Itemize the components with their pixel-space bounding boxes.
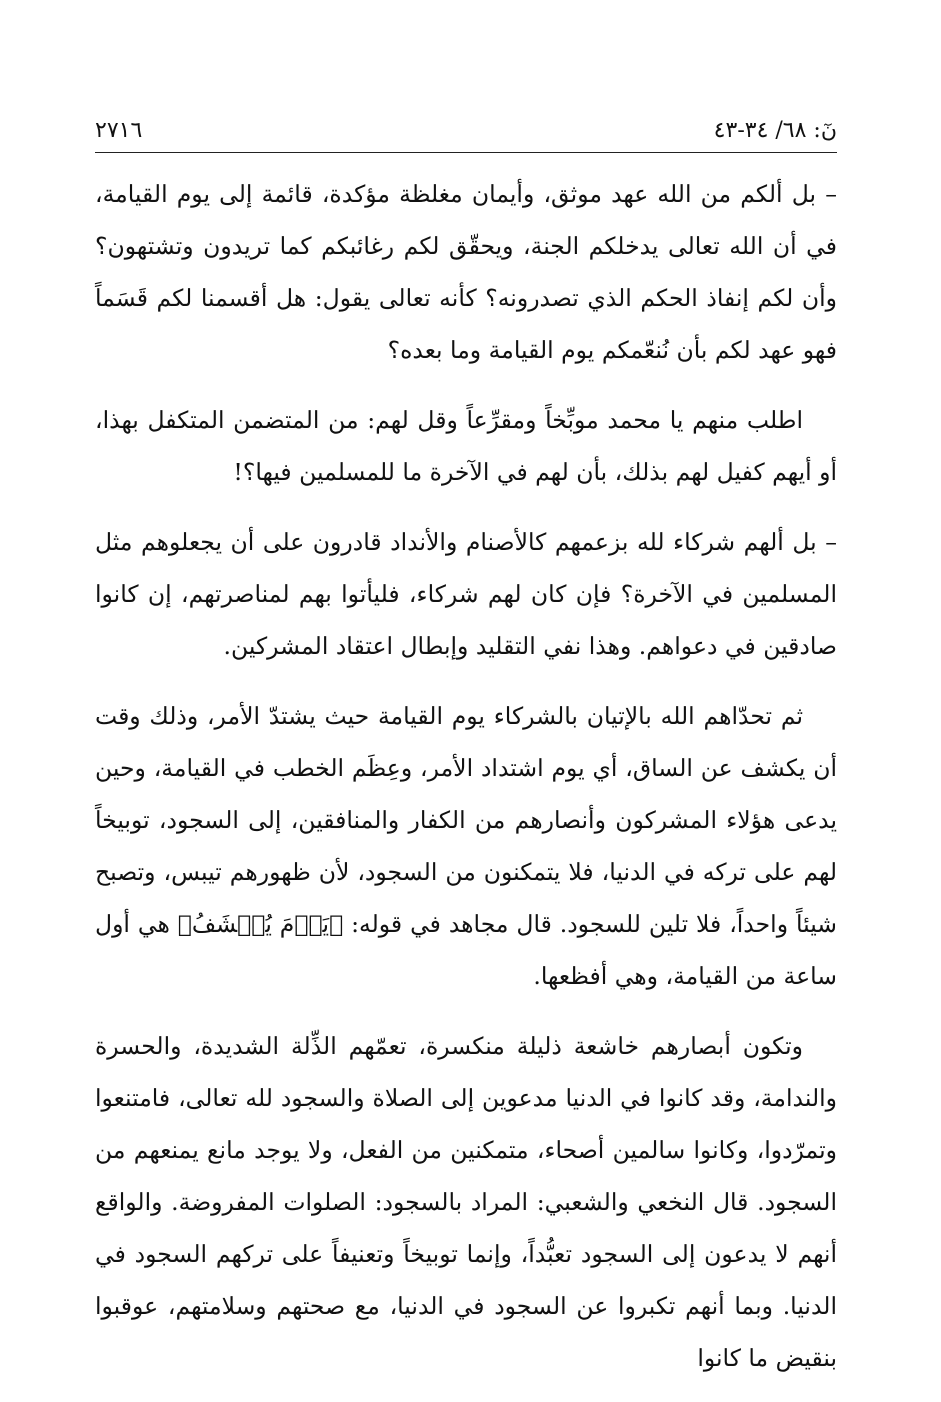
page-number: ٢٧١٦ (95, 118, 143, 143)
paragraph-4: ثم تحدّاهم الله بالإتيان بالشركاء يوم القيامة حيث يشتدّ الأمر، وذلك وقت أن يكشف عن الساق، أي يوم اشتداد الأمر، وعِظَم الخطب في القيامة، وحين يدعى هؤلاء المشركون وأنصارهم من الكفار والمنافقين، إلى السجود، توبيخاً لهم على تركه في الدنيا، فلا يتمكنون من السجود، لأن ظهورهم تيبس، وتصبح شيئاً واحداً، فلا تلين للسجود. قال مجاهد في قوله: ﴿يَوۡمَ يُكۡشَفُ﴾ هي أول ساعة من القيامة، وهي أفظعها. (95, 702, 837, 990)
paragraph-2: اطلب منهم يا محمد موبِّخاً ومقرِّعاً وقل لهم: من المتضمن المتكفل بهذا، أو أيهم كفيل لهم بذلك، بأن لهم في الآخرة ما للمسلمين فيها؟! (95, 406, 837, 486)
paragraph-1: – بل ألكم من الله عهد موثق، وأيمان مغلظة مؤكدة، قائمة إلى يوم القيامة، في أن الله تعالى يدخلكم الجنة، ويحقّق لكم رغائبكم كما تريدون وتشتهون؟ وأن لكم إنفاذ الحكم الذي تصدرونه؟ كأنه تعالى يقول: هل أقسمنا لكم قَسَماً فهو عهد لكم بأن نُنعّمكم يوم القيامة وما بعده؟ (95, 180, 837, 364)
page-header (95, 112, 837, 153)
running-head: نٓ: ٦٨/ ٣٤-٤٣ (713, 118, 837, 143)
paragraph-3: – بل ألهم شركاء لله بزعمهم كالأصنام والأنداد قادرون على أن يجعلوهم مثل المسلمين في الآخرة؟ فإن كان لهم شركاء، فليأتوا بهم لمناصرتهم، إن كانوا صادقين في دعواهم. وهذا نفي التقليد وإبطال اعتقاد المشركين. (95, 528, 837, 660)
paragraph-5: وتكون أبصارهم خاشعة ذليلة منكسرة، تعمّهم الذِّلة الشديدة، والحسرة والندامة، وقد كانوا في الدنيا مدعوين إلى الصلاة والسجود لله تعالى، فامتنعوا وتمرّدوا، وكانوا سالمين أصحاء، متمكنين من الفعل، ولا يوجد مانع يمنعهم من السجود. قال النخعي والشعبي: المراد بالسجود: الصلوات المفروضة. والواقع أنهم لا يدعون إلى السجود تعبُّداً، وإنما توبيخاً وتعنيفاً على تركهم السجود في الدنيا. وبما أنهم تكبروا عن السجود في الدنيا، مع صحتهم وسلامتهم، عوقبوا بنقيض ما كانوا (95, 1032, 837, 1372)
body-text (95, 168, 837, 1402)
